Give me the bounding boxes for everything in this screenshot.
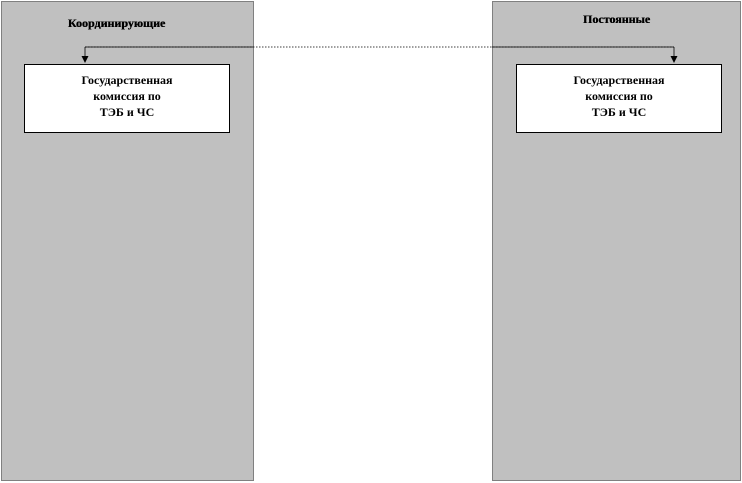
right-commission-box	[516, 64, 722, 133]
coordinating-panel-title: Координирующие	[67, 16, 166, 30]
left-commission-line-3: ТЭБ и ЧС	[99, 105, 155, 119]
left-commission-line-2: комиссия по	[93, 89, 161, 103]
left-commission-line-1: Государственная	[81, 73, 173, 87]
right-commission-line-1: Государственная	[573, 73, 665, 87]
right-commission-line-2: комиссия по	[585, 89, 653, 103]
permanent-panel-title: Постоянные	[582, 12, 651, 26]
left-commission-box	[24, 64, 230, 133]
right-commission-line-3: ТЭБ и ЧС	[591, 105, 647, 119]
